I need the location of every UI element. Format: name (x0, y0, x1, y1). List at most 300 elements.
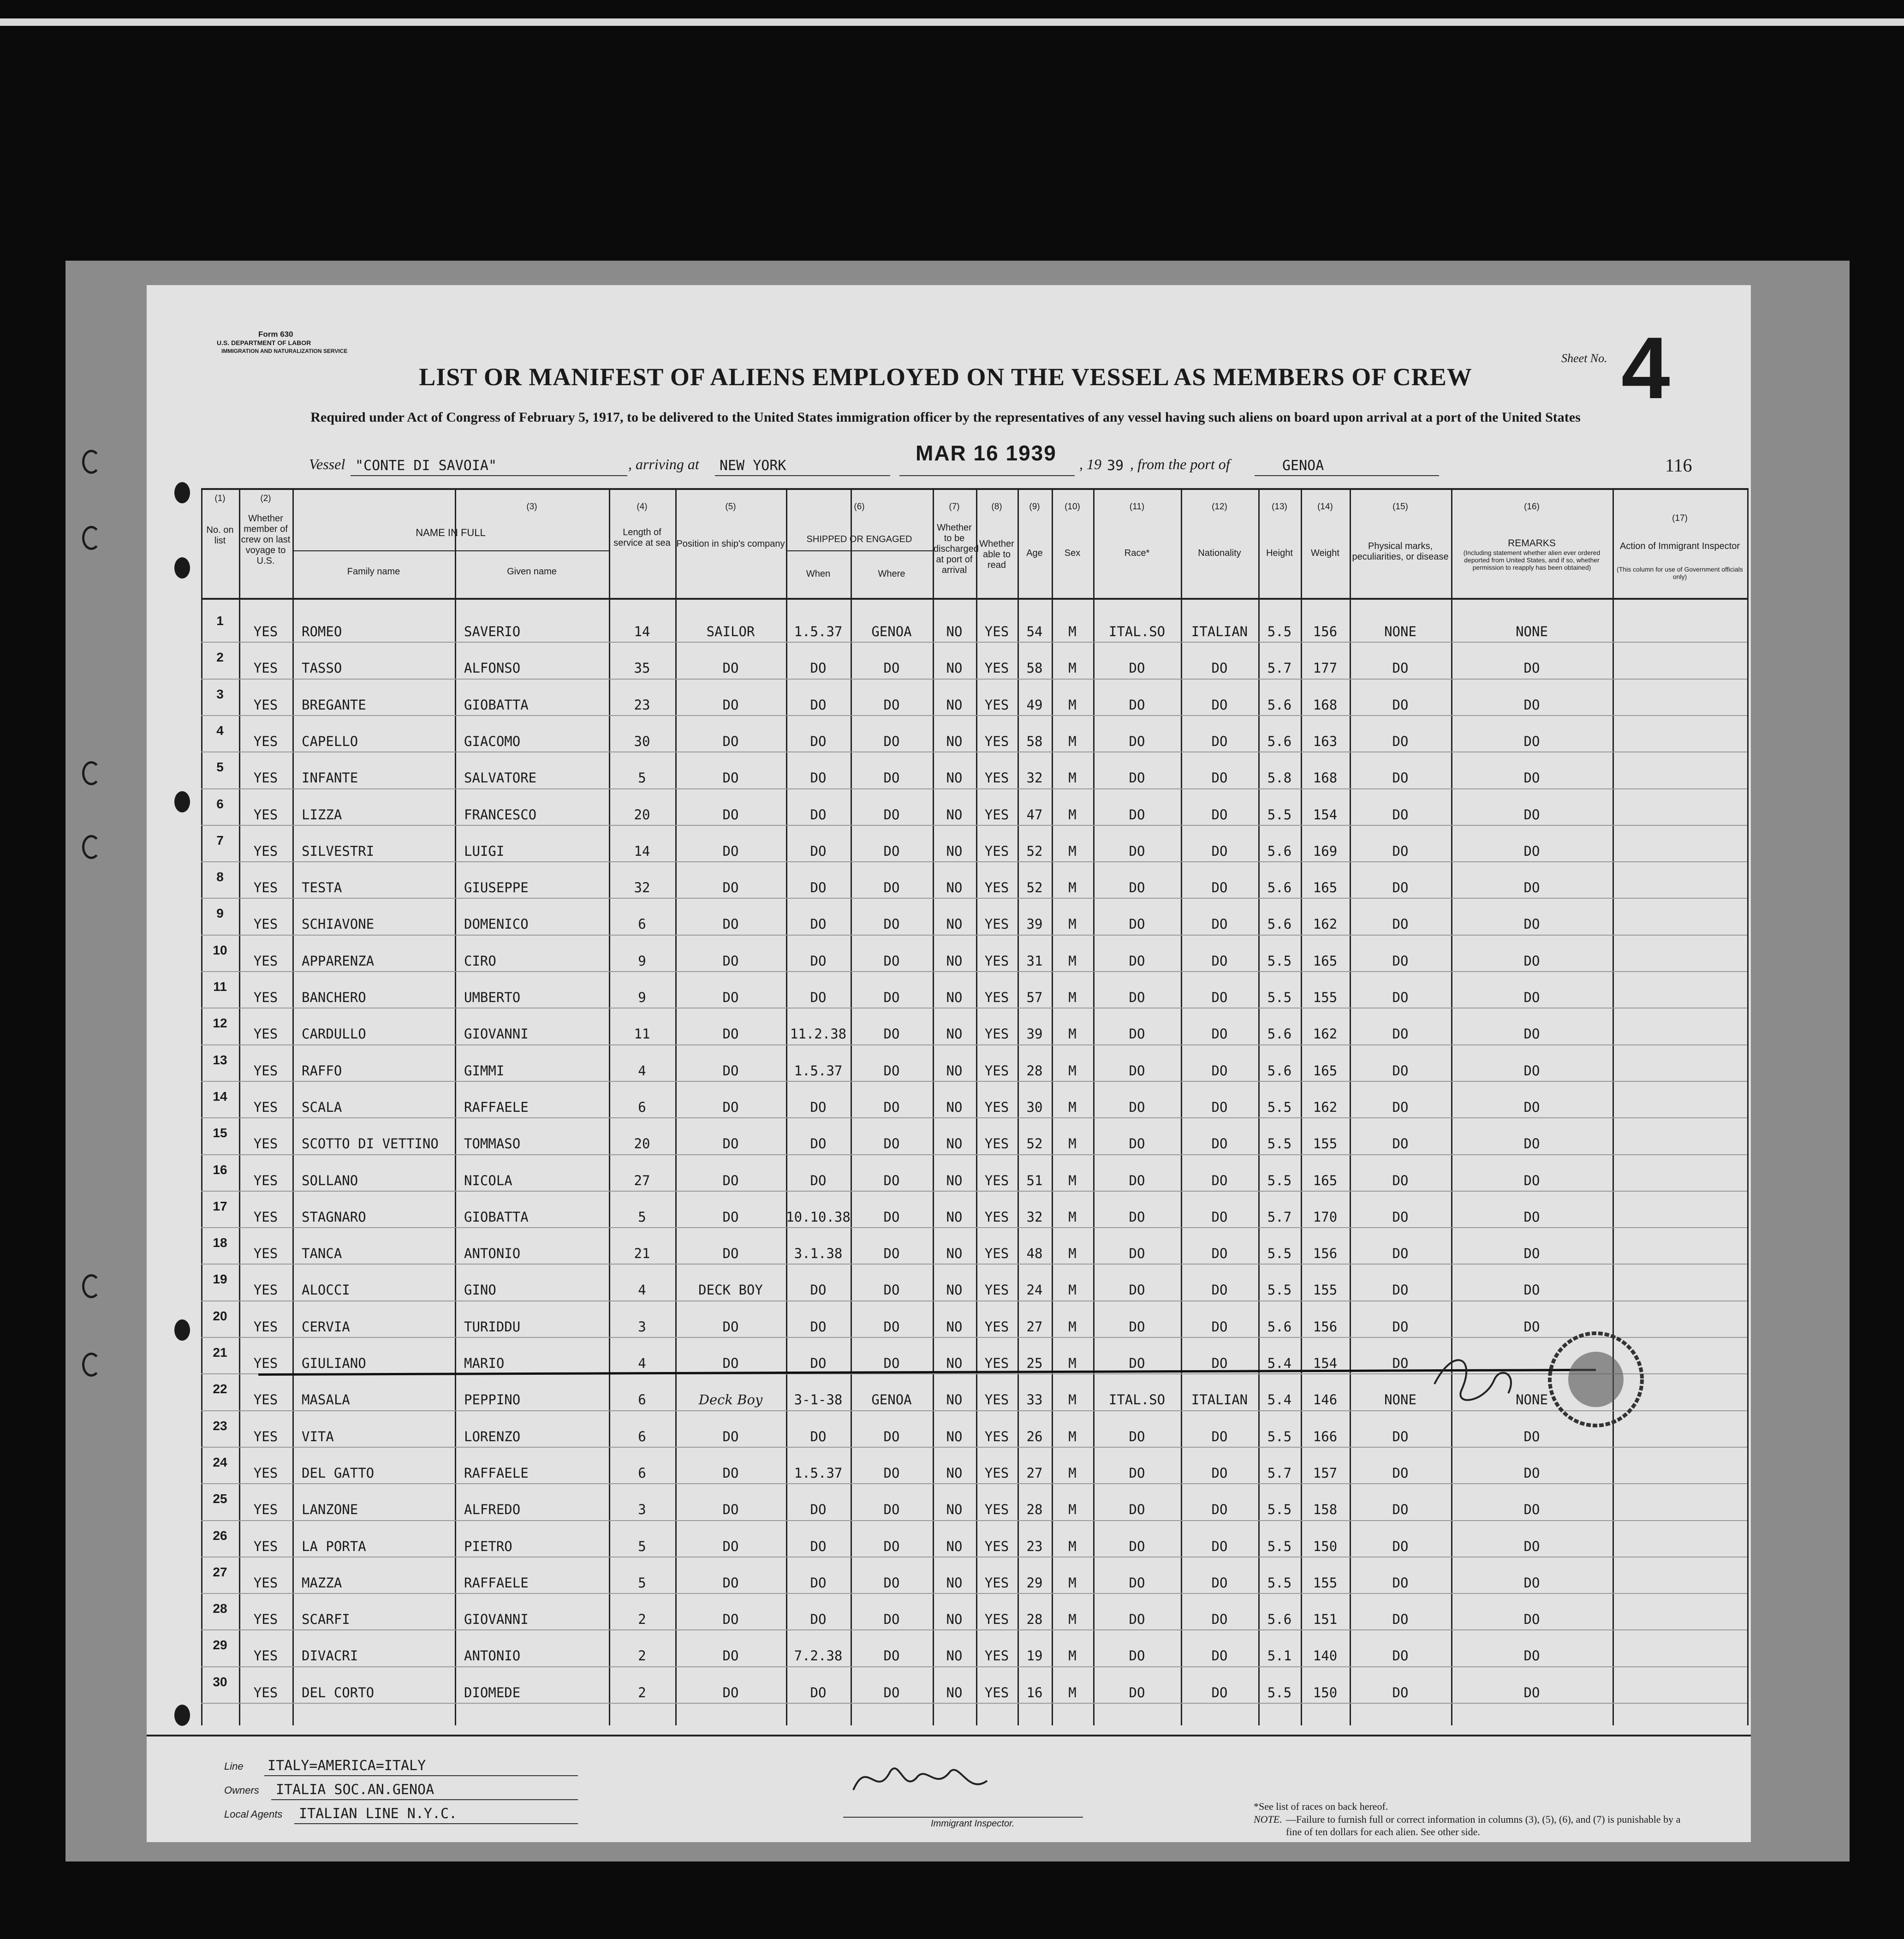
cell-remarks: DO (1523, 660, 1540, 676)
colnum-13: (13) (1272, 502, 1287, 512)
cell-physical: DO (1392, 1611, 1409, 1628)
row-rule (201, 1117, 1747, 1118)
cell-member: YES (253, 1611, 278, 1628)
cell-when: DO (810, 1611, 827, 1628)
cell-member: YES (253, 880, 278, 896)
cell-read: YES (984, 624, 1009, 639)
colnum-12: (12) (1212, 502, 1227, 512)
cell-discharged: NO (946, 806, 963, 823)
cell-height: 5.1 (1267, 1648, 1292, 1664)
row-rule (201, 1191, 1747, 1192)
cell-remarks: DO (1523, 880, 1540, 896)
cell-remarks: DO (1523, 1575, 1540, 1591)
cell-member: YES (253, 1648, 278, 1664)
cell-weight: 157 (1313, 1465, 1338, 1481)
cell-when: 3-1-38 (794, 1392, 843, 1408)
cell-family: BANCHERO (302, 990, 366, 1005)
cell-remarks: DO (1523, 1246, 1540, 1262)
cell-discharged: NO (946, 1062, 963, 1079)
binder-ring (82, 1353, 101, 1377)
hdr-where: Where (878, 569, 905, 579)
cell-read: YES (984, 770, 1009, 786)
cell-service: 2 (638, 1648, 646, 1664)
cell-nationality: DO (1211, 1319, 1228, 1335)
cell-weight: 165 (1313, 880, 1338, 896)
colnum-2: (2) (260, 494, 271, 503)
cell-where: DO (883, 1355, 900, 1371)
cell-discharged: NO (946, 1392, 963, 1408)
row-rule (201, 642, 1747, 643)
colnum-4: (4) (637, 502, 648, 512)
sheet-label: Sheet No. (1561, 352, 1607, 365)
row-rule (201, 861, 1747, 862)
cell-position: DO (722, 1575, 739, 1591)
cell-service: 30 (634, 733, 650, 749)
cell-height: 5.6 (1267, 1319, 1292, 1335)
cell-where: DO (883, 1172, 900, 1188)
cell-age: 27 (1026, 1465, 1043, 1481)
cell-family: LANZONE (302, 1502, 358, 1518)
hdr-family-name: Family name (347, 567, 400, 577)
cell-sex: M (1068, 1355, 1077, 1371)
cell-given: FRANCESCO (464, 806, 537, 823)
cell-weight: 165 (1313, 1172, 1338, 1188)
hdr-whether-member: Whether member of crew on last voyage to U.S. (241, 513, 291, 566)
cell-where: DO (883, 1611, 900, 1628)
cell-given: NICOLA (464, 1172, 512, 1188)
cell-nationality: DO (1211, 1062, 1228, 1079)
cell-no: 22 (213, 1382, 227, 1396)
cell-race: DO (1129, 1611, 1145, 1628)
cell-family: SILVESTRI (302, 843, 375, 859)
cell-race: DO (1129, 1246, 1145, 1262)
cell-height: 5.6 (1267, 1611, 1292, 1628)
cell-race: DO (1129, 806, 1145, 823)
cell-physical: DO (1392, 843, 1409, 859)
cell-nationality: DO (1211, 1502, 1228, 1518)
row-rule (201, 1520, 1747, 1521)
cell-sex: M (1068, 1538, 1077, 1554)
cell-age: 23 (1026, 1538, 1043, 1554)
cell-age: 52 (1026, 843, 1043, 859)
binder-ring (82, 835, 101, 859)
film-edge-strip (0, 18, 1904, 26)
cell-remarks: DO (1523, 697, 1540, 713)
cell-position: DO (722, 1648, 739, 1664)
arriving-label: , arriving at (628, 456, 699, 472)
cell-sex: M (1068, 953, 1077, 969)
cell-family: ALOCCI (302, 1282, 350, 1298)
cell-where: DO (883, 1575, 900, 1591)
cell-sex: M (1068, 1282, 1077, 1298)
cell-sex: M (1068, 1062, 1077, 1079)
cell-when: DO (810, 697, 827, 713)
cell-discharged: NO (946, 770, 963, 786)
cell-physical: DO (1392, 1648, 1409, 1664)
cell-no: 12 (213, 1016, 227, 1031)
colnum-15: (15) (1392, 502, 1408, 512)
cell-discharged: NO (946, 990, 963, 1005)
cell-position: DO (722, 770, 739, 786)
binder-ring (82, 526, 101, 550)
cell-physical: DO (1392, 1355, 1409, 1371)
cell-family: CERVIA (302, 1319, 350, 1335)
cell-race: ITAL.SO (1108, 624, 1166, 639)
cell-sex: M (1068, 843, 1077, 859)
cell-height: 5.6 (1267, 916, 1292, 932)
cell-family: SCALA (302, 1099, 342, 1115)
cell-physical: DO (1392, 806, 1409, 823)
agents-label: Local Agents (224, 1808, 283, 1820)
agents-value: ITALIAN LINE N.Y.C. (299, 1806, 458, 1822)
cell-race: DO (1129, 1026, 1145, 1042)
cell-read: YES (984, 1209, 1009, 1225)
cell-height: 5.5 (1267, 990, 1292, 1005)
cell-remarks: DO (1523, 1538, 1540, 1554)
hdr-no-on-list: No. on list (206, 525, 234, 546)
row-rule (201, 1447, 1747, 1448)
cell-where: DO (883, 806, 900, 823)
hdr-height: Height (1266, 548, 1293, 558)
cell-given: ALFREDO (464, 1502, 521, 1518)
cell-position: DO (722, 1428, 739, 1444)
cell-position: DO (722, 806, 739, 823)
cell-height: 5.8 (1267, 770, 1292, 786)
cell-age: 28 (1026, 1611, 1043, 1628)
cell-no: 27 (213, 1564, 227, 1579)
cell-service: 14 (634, 843, 650, 859)
row-rule (201, 1593, 1747, 1594)
cell-age: 30 (1026, 1099, 1043, 1115)
cell-race: DO (1129, 1209, 1145, 1225)
binder-ring (82, 761, 101, 785)
cell-member: YES (253, 1172, 278, 1188)
cell-discharged: NO (946, 624, 963, 639)
cell-height: 5.5 (1267, 953, 1292, 969)
cell-remarks: DO (1523, 1209, 1540, 1225)
cell-age: 57 (1026, 990, 1043, 1005)
cell-no: 17 (213, 1199, 227, 1213)
cell-no: 29 (213, 1638, 227, 1653)
cell-no: 3 (216, 686, 224, 701)
cell-height: 5.5 (1267, 806, 1292, 823)
cell-sex: M (1068, 1209, 1077, 1225)
cell-member: YES (253, 624, 278, 639)
colnum-14: (14) (1317, 502, 1333, 512)
cell-given: ALFONSO (464, 660, 521, 676)
row-rule (201, 1081, 1747, 1082)
cell-age: 54 (1026, 624, 1043, 639)
cell-position: DO (722, 733, 739, 749)
colnum-5: (5) (725, 502, 736, 512)
cell-sex: M (1068, 1392, 1077, 1408)
cell-when: DO (810, 916, 827, 932)
row-rule (201, 898, 1747, 899)
row-rule (201, 1666, 1747, 1667)
cell-member: YES (253, 1684, 278, 1700)
row-rule (201, 935, 1747, 936)
cell-read: YES (984, 1684, 1009, 1700)
cell-when: 11.2.38 (790, 1026, 847, 1042)
crew-manifest-table (201, 488, 1747, 1725)
cell-family: GIULIANO (302, 1355, 366, 1371)
cell-nationality: DO (1211, 1465, 1228, 1481)
cell-nationality: DO (1211, 1282, 1228, 1298)
cell-sex: M (1068, 1136, 1077, 1152)
row-rule (201, 1044, 1747, 1045)
cell-member: YES (253, 770, 278, 786)
cell-position: DO (722, 1246, 739, 1262)
row-rule (201, 788, 1747, 789)
cell-read: YES (984, 1428, 1009, 1444)
cell-race: DO (1129, 697, 1145, 713)
cell-read: YES (984, 1172, 1009, 1188)
cell-height: 5.5 (1267, 1428, 1292, 1444)
hdr-weight: Weight (1311, 548, 1339, 558)
cell-height: 5.5 (1267, 1538, 1292, 1554)
year-label: , 19 (1079, 456, 1101, 472)
cell-age: 26 (1026, 1428, 1043, 1444)
cell-where: DO (883, 880, 900, 896)
cell-when: 7.2.38 (794, 1648, 843, 1664)
cell-read: YES (984, 1392, 1009, 1408)
cell-read: YES (984, 1355, 1009, 1371)
cell-age: 39 (1026, 1026, 1043, 1042)
cell-service: 35 (634, 660, 650, 676)
hdr-race: Race* (1124, 548, 1150, 558)
cell-read: YES (984, 1575, 1009, 1591)
row-rule (201, 825, 1747, 826)
cell-service: 2 (638, 1611, 646, 1628)
cell-race: DO (1129, 916, 1145, 932)
cell-given: SAVERIO (464, 624, 521, 639)
cell-member: YES (253, 806, 278, 823)
cell-remarks: DO (1523, 1502, 1540, 1518)
cell-nationality: DO (1211, 1209, 1228, 1225)
cell-weight: 156 (1313, 1246, 1338, 1262)
cell-remarks: DO (1523, 1465, 1540, 1481)
cell-given: PIETRO (464, 1538, 512, 1554)
cell-race: ITAL.SO (1108, 1392, 1166, 1408)
cell-position: DO (722, 843, 739, 859)
cell-sex: M (1068, 806, 1077, 823)
cell-position: DO (722, 1136, 739, 1152)
cell-age: 52 (1026, 1136, 1043, 1152)
cell-where: DO (883, 770, 900, 786)
cell-race: DO (1129, 1465, 1145, 1481)
cell-family: TANCA (302, 1246, 342, 1262)
cell-when: DO (810, 1319, 827, 1335)
cell-weight: 162 (1313, 1026, 1338, 1042)
cell-given: RAFFAELE (464, 1465, 529, 1481)
cell-position: DO (722, 1355, 739, 1371)
cell-family: APPARENZA (302, 953, 375, 969)
cell-position: DO (722, 1319, 739, 1335)
cell-service: 5 (638, 1538, 646, 1554)
owners-value: ITALIA SOC.AN.GENOA (276, 1782, 434, 1798)
cell-member: YES (253, 916, 278, 932)
cell-physical: DO (1392, 1684, 1409, 1700)
cell-given: PEPPINO (464, 1392, 521, 1408)
cell-sex: M (1068, 1502, 1077, 1518)
cell-when: DO (810, 660, 827, 676)
cell-where: DO (883, 1502, 900, 1518)
cell-race: DO (1129, 660, 1145, 676)
form-number: Form 630 (258, 330, 293, 339)
cell-when: DO (810, 1099, 827, 1115)
cell-position: SAILOR (706, 624, 755, 639)
cell-when: DO (810, 1355, 827, 1371)
department-name: U.S. DEPARTMENT OF LABOR (217, 339, 311, 346)
arriving-port: NEW YORK (720, 458, 786, 474)
cell-service: 9 (638, 990, 646, 1005)
cell-where: DO (883, 733, 900, 749)
cell-discharged: NO (946, 1246, 963, 1262)
cell-age: 48 (1026, 1246, 1043, 1262)
cell-remarks: DO (1523, 1428, 1540, 1444)
cell-physical: DO (1392, 660, 1409, 676)
cell-member: YES (253, 953, 278, 969)
cell-where: DO (883, 1465, 900, 1481)
cell-family: LA PORTA (302, 1538, 366, 1554)
cell-discharged: NO (946, 1428, 963, 1444)
cell-when: DO (810, 1575, 827, 1591)
cell-remarks: NONE (1516, 1392, 1548, 1408)
cell-where: DO (883, 953, 900, 969)
cell-physical: DO (1392, 880, 1409, 896)
cell-family: SCHIAVONE (302, 916, 375, 932)
cell-sex: M (1068, 1319, 1077, 1335)
cell-given: SALVATORE (464, 770, 537, 786)
cell-age: 32 (1026, 770, 1043, 786)
cell-weight: 162 (1313, 1099, 1338, 1115)
cell-height: 5.5 (1267, 1684, 1292, 1700)
cell-given: TURIDDU (464, 1319, 521, 1335)
cell-sex: M (1068, 660, 1077, 676)
cell-weight: 168 (1313, 770, 1338, 786)
cell-height: 5.7 (1267, 1465, 1292, 1481)
cell-position: DO (722, 1611, 739, 1628)
cell-service: 6 (638, 1392, 646, 1408)
cell-discharged: NO (946, 1136, 963, 1152)
cell-member: YES (253, 843, 278, 859)
cell-discharged: NO (946, 1282, 963, 1298)
cell-remarks: NONE (1516, 624, 1548, 639)
cell-no: 15 (213, 1126, 227, 1140)
cell-when: DO (810, 1172, 827, 1188)
cell-service: 9 (638, 953, 646, 969)
vessel-name: "CONTE DI SAVOIA" (355, 458, 497, 474)
cell-sex: M (1068, 733, 1077, 749)
cell-no: 23 (213, 1418, 227, 1433)
cell-physical: DO (1392, 916, 1409, 932)
cell-member: YES (253, 1099, 278, 1115)
cell-discharged: NO (946, 1575, 963, 1591)
cell-where: GENOA (871, 1392, 912, 1408)
cell-nationality: DO (1211, 806, 1228, 823)
row-rule (201, 971, 1747, 972)
cell-nationality: DO (1211, 770, 1228, 786)
cell-physical: DO (1392, 1209, 1409, 1225)
cell-member: YES (253, 1319, 278, 1335)
cell-discharged: NO (946, 916, 963, 932)
line-value: ITALY=AMERICA=ITALY (268, 1758, 426, 1774)
cell-position: DO (722, 880, 739, 896)
cell-where: DO (883, 1319, 900, 1335)
hdr-read: Whether able to read (979, 539, 1014, 570)
cell-nationality: DO (1211, 953, 1228, 969)
cell-read: YES (984, 1611, 1009, 1628)
cell-nationality: DO (1211, 916, 1228, 932)
cell-sex: M (1068, 880, 1077, 896)
cell-nationality: DO (1211, 1355, 1228, 1371)
cell-when: DO (810, 1538, 827, 1554)
hdr-shipped: SHIPPED OR ENGAGED (806, 534, 912, 544)
cell-sex: M (1068, 1428, 1077, 1444)
cell-when: 1.5.37 (794, 624, 843, 639)
cell-read: YES (984, 697, 1009, 713)
cell-physical: DO (1392, 1575, 1409, 1591)
hdr-discharged: Whether to be discharged at port of arrival (934, 523, 979, 575)
cell-discharged: NO (946, 1099, 963, 1115)
cell-age: 29 (1026, 1575, 1043, 1591)
cell-when: DO (810, 1428, 827, 1444)
cell-physical: DO (1392, 1026, 1409, 1042)
cell-service: 4 (638, 1282, 646, 1298)
cell-family: VITA (302, 1428, 334, 1444)
cell-service: 3 (638, 1502, 646, 1518)
cell-remarks: DO (1523, 1684, 1540, 1700)
cell-height: 5.6 (1267, 1062, 1292, 1079)
cell-read: YES (984, 1246, 1009, 1262)
cell-race: DO (1129, 1575, 1145, 1591)
cell-height: 5.6 (1267, 880, 1292, 896)
cell-race: DO (1129, 1502, 1145, 1518)
cell-nationality: ITALIAN (1191, 1392, 1248, 1408)
cell-where: DO (883, 1099, 900, 1115)
cell-sex: M (1068, 1611, 1077, 1628)
cell-read: YES (984, 953, 1009, 969)
cell-weight: 162 (1313, 916, 1338, 932)
cell-no: 4 (216, 723, 224, 738)
cell-physical: DO (1392, 1099, 1409, 1115)
cell-race: DO (1129, 733, 1145, 749)
cell-position: DO (722, 1209, 739, 1225)
cell-race: DO (1129, 1538, 1145, 1554)
cell-position: DO (722, 990, 739, 1005)
cell-remarks: DO (1523, 916, 1540, 932)
cell-service: 4 (638, 1355, 646, 1371)
cell-sex: M (1068, 1099, 1077, 1115)
cell-height: 5.5 (1267, 624, 1292, 639)
cell-when: DO (810, 1282, 827, 1298)
cell-nationality: ITALIAN (1191, 624, 1248, 639)
cell-physical: DO (1392, 953, 1409, 969)
cell-position: DO (722, 660, 739, 676)
row-rule (201, 679, 1747, 680)
cell-service: 5 (638, 1209, 646, 1225)
colnum-16: (16) (1524, 502, 1540, 512)
cell-weight: 177 (1313, 660, 1338, 676)
cell-discharged: NO (946, 1209, 963, 1225)
page-title: LIST OR MANIFEST OF ALIENS EMPLOYED ON THE VESSEL AS MEMBERS OF CREW (419, 363, 1472, 391)
cell-no: 25 (213, 1492, 227, 1506)
cell-nationality: DO (1211, 660, 1228, 676)
cell-age: 27 (1026, 1319, 1043, 1335)
cell-no: 8 (216, 870, 224, 884)
punch-hole (174, 557, 190, 579)
cell-member: YES (253, 1575, 278, 1591)
